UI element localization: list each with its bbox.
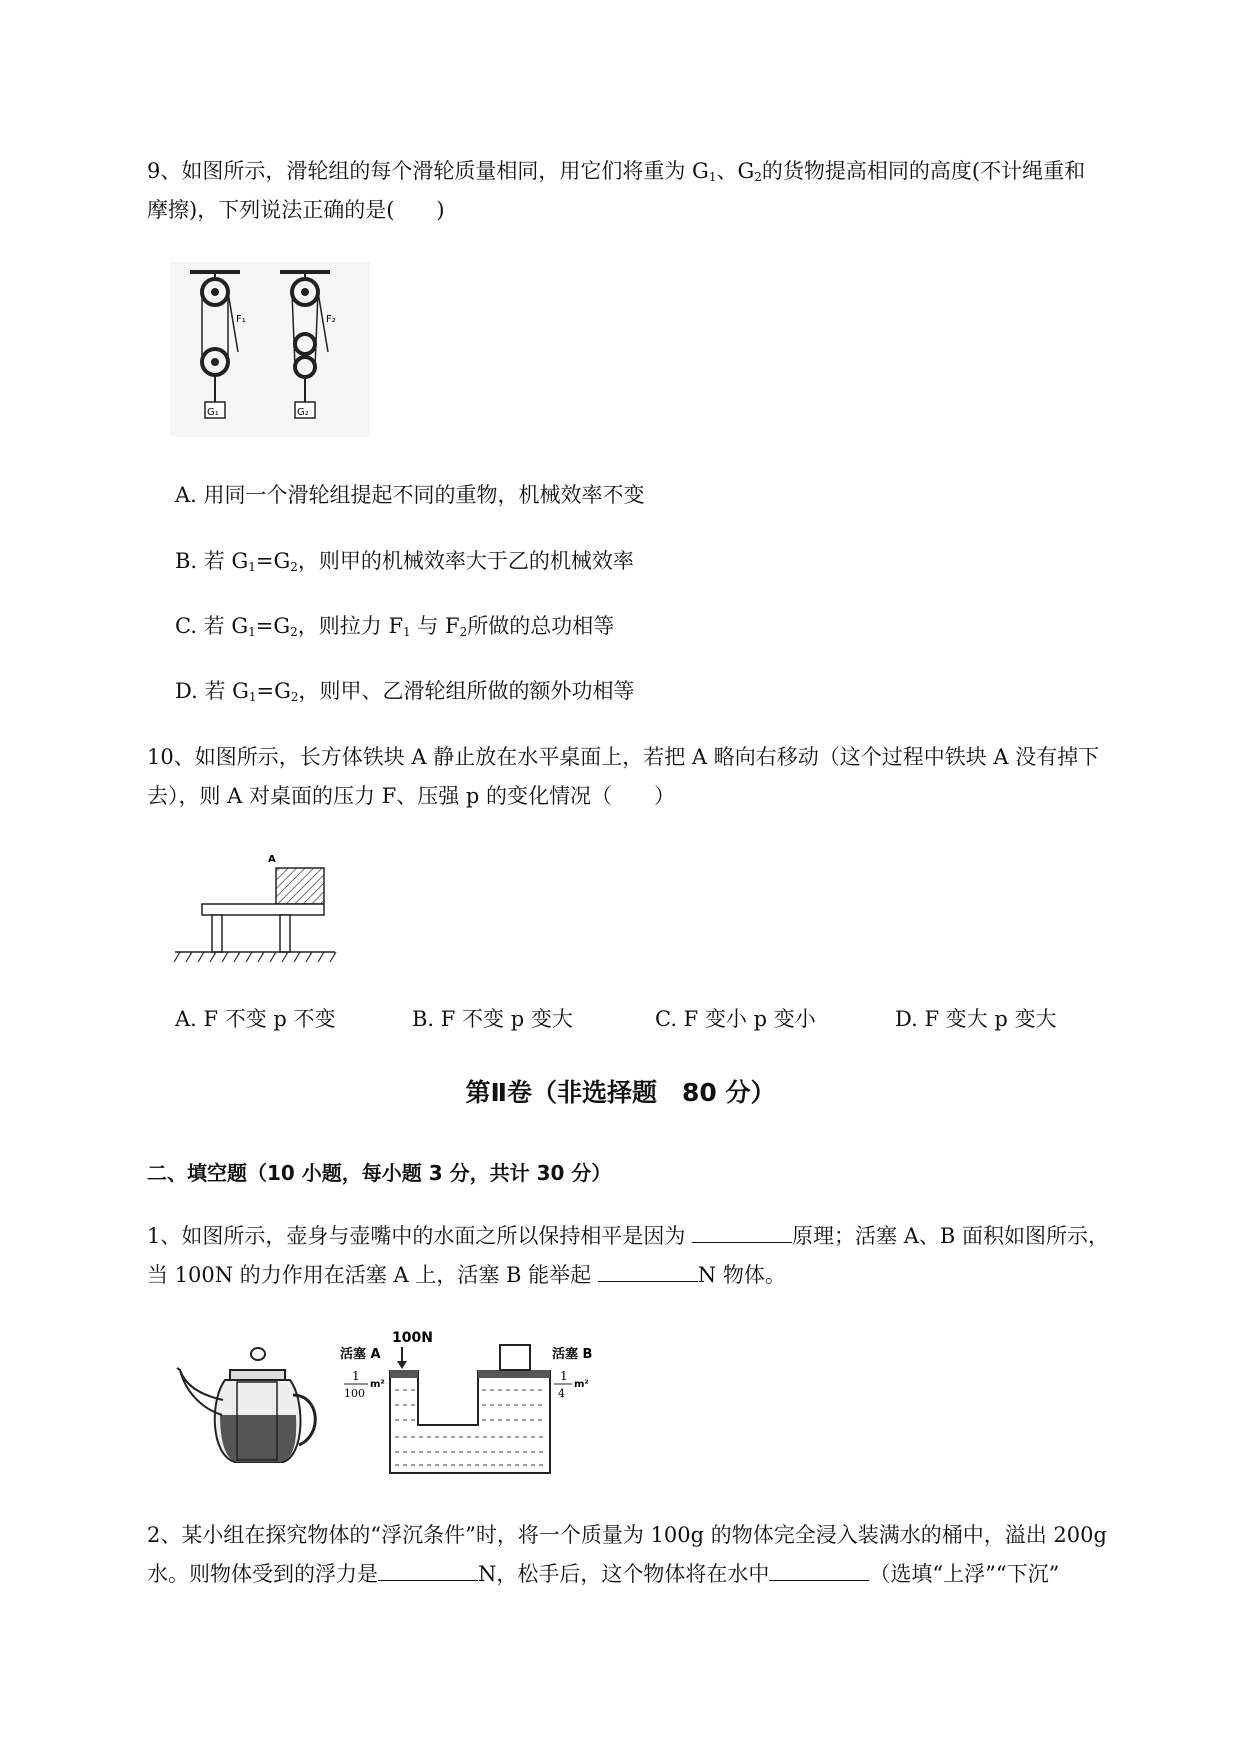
answer-blank[interactable] [378, 1558, 478, 1581]
q10-option-c: C. F 变小 p 变小 [655, 1007, 816, 1031]
fill2-line1: 2、某小组在探究物体的“浮沉条件”时，将一个质量为 100g 的物体完全浸入装满水的桶中，溢出 200g [147, 1523, 1107, 1547]
g2-label: G₂ [297, 407, 309, 418]
table-block-figure [170, 850, 340, 970]
answer-blank[interactable] [769, 1558, 869, 1581]
q9-option-b: B. 若 $G_1=G_2$，则甲的机械效率大于乙的机械效率 [175, 549, 634, 574]
svg-text:4: 4 [558, 1387, 565, 1400]
hydraulic-figure [340, 1325, 610, 1485]
q10-stem-line2: 去），则 A 对桌面的压力 F、压强 p 的变化情况（ ） [147, 784, 676, 808]
q10-option-a: A. F 不变 p 不变 [175, 1007, 336, 1031]
q10-option-b: B. F 不变 p 变大 [412, 1007, 573, 1031]
q9-stem-line1: 9、如图所示，滑轮组的每个滑轮质量相同，用它们将重为 $G_1$、$G_2$的货物提高相同的高度(不计绳重和 [147, 159, 1086, 184]
q9-option-d: D. 若 $G_1=G_2$，则甲、乙滑轮组所做的额外功相等 [175, 679, 635, 704]
fill1-line2: 当 100N 的力作用在活塞 A 上，活塞 B 能举起 N 物体。 [147, 1259, 786, 1291]
answer-blank[interactable] [598, 1259, 698, 1282]
section-title: 第Ⅱ卷（非选择题 80 分） [465, 1078, 776, 1107]
section-heading: 二、填空题（10 小题，每小题 3 分，共计 30 分） [147, 1161, 612, 1185]
g1-label: G₁ [207, 407, 219, 418]
svg-text:m²: m² [574, 1379, 589, 1390]
f2-label: F₂ [326, 314, 336, 325]
q10-option-d: D. F 变大 p 变大 [895, 1007, 1057, 1031]
fill1-line1: 1、如图所示，壶身与壶嘴中的水面之所以保持相平是因为 原理；活塞 A、B 面积如图所示， [147, 1220, 1109, 1252]
svg-text:1: 1 [352, 1369, 360, 1383]
pulley-figure [170, 262, 370, 437]
q9-stem-line2: 摩擦)，下列说法正确的是( ) [147, 198, 445, 222]
f1-label: F₁ [236, 314, 246, 325]
piston-a-label: 活塞 A [340, 1347, 381, 1362]
q10-stem-line1: 10、如图所示，长方体铁块 A 静止放在水平桌面上，若把 A 略向右移动（这个过程中铁块 A 没有掉下 [147, 745, 1100, 769]
svg-text:100: 100 [344, 1387, 365, 1400]
answer-blank[interactable] [692, 1220, 792, 1243]
block-a-label: A [268, 854, 276, 865]
svg-text:1: 1 [560, 1369, 568, 1383]
svg-text:m²: m² [370, 1379, 385, 1390]
q9-option-c: C. 若 $G_1=G_2$，则拉力 $F_1$ 与 $F_2$所做的总功相等 [175, 614, 615, 639]
q9-option-a: A. 用同一个滑轮组提起不同的重物，机械效率不变 [175, 483, 645, 507]
teapot-figure [175, 1340, 325, 1470]
force-label: 100N [392, 1330, 433, 1346]
fill2-line2: 水。则物体受到的浮力是 N，松手后，这个物体将在水中 （选填“上浮”“下沉” [147, 1558, 1059, 1590]
piston-b-label: 活塞 B [552, 1347, 593, 1362]
